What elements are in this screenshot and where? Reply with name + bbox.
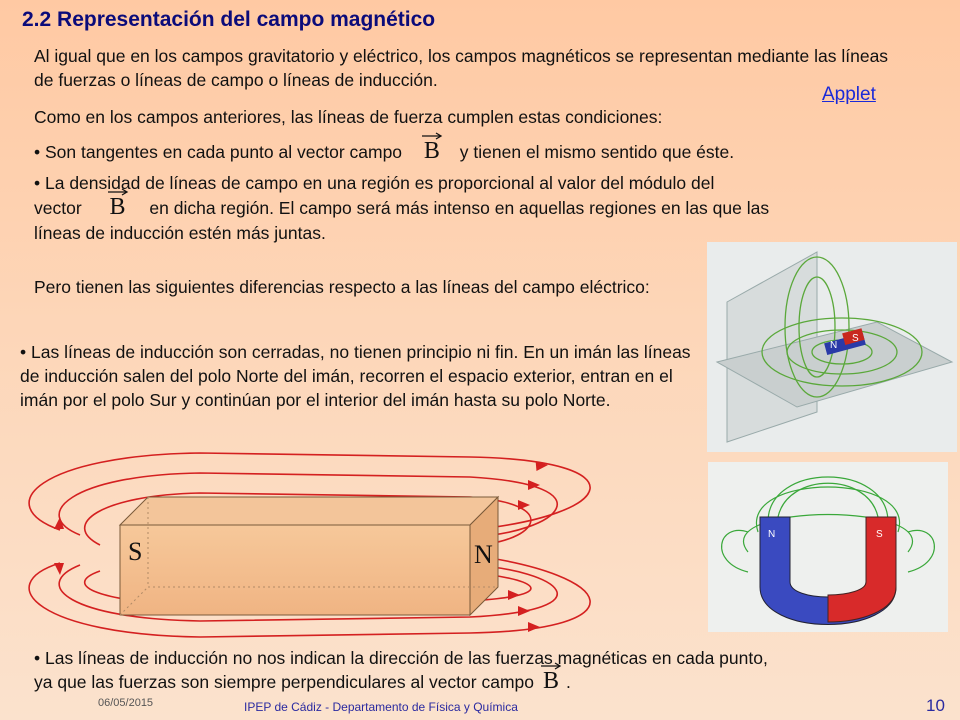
- bullet-density-line3: líneas de inducción estén más juntas.: [34, 223, 326, 243]
- vector-arrow-icon: [421, 131, 443, 141]
- intro-paragraph: Al igual que en los campos gravitatorio y eléctrico, los campos magnéticos se representan mediante las líneas de fuerzas o líneas de campo o líneas de inducción.: [34, 46, 889, 90]
- photo1-pole-s: S: [852, 333, 859, 344]
- bullet-force-end: .: [565, 672, 571, 692]
- magnet-field-planes-image: [707, 242, 957, 452]
- vector-b-symbol: B: [538, 671, 564, 691]
- footer-institution: IPEP de Cádiz - Departamento de Física y Química: [244, 700, 518, 714]
- bar-magnet: [120, 497, 498, 615]
- conditions-intro: Como en los campos anteriores, las líneas de fuerza cumplen estas condiciones:: [34, 107, 663, 127]
- bar-magnet-diagram: [0, 445, 700, 645]
- photo2-pole-s: S: [876, 529, 883, 540]
- bullet-closed-lines: • Las líneas de inducción son cerradas, no tienen principio ni fin. En un imán las líneas de inducción salen del polo Norte del imán, recorren el espacio exterior, entran en el imán por el polo Sur y continúan por el interior del imán hasta su polo Norte.: [20, 342, 691, 410]
- pole-south-label: S: [128, 537, 143, 566]
- bullet-tangent-text-a: • Son tangentes en cada punto al vector campo: [34, 142, 403, 162]
- bullet-density-vector-word: vector: [34, 198, 82, 218]
- page-number: 10: [926, 696, 945, 715]
- differences-intro: Pero tienen las siguientes diferencias respecto a las líneas del campo eléctrico:: [34, 277, 650, 297]
- photo1-pole-n: N: [830, 340, 838, 351]
- bullet-force-line2-text: ya que las fuerzas son siempre perpendiculares al vector campo: [34, 672, 534, 692]
- horseshoe-magnet-image: [708, 462, 948, 632]
- bullet-density-line2: [34, 196, 769, 220]
- pole-north-label: N: [474, 540, 493, 569]
- slide-title: 2.2 Representación del campo magnético: [22, 8, 436, 31]
- bullet-density-line2-rest: en dicha región. El campo será más intenso en aquellas regiones en las que las: [149, 198, 770, 218]
- photo2-pole-n: N: [768, 529, 776, 540]
- vector-b-symbol: B: [419, 141, 445, 161]
- applet-link[interactable]: Applet: [822, 84, 876, 105]
- vector-arrow-icon: [107, 187, 129, 197]
- footer-date: 06/05/2015: [98, 697, 154, 709]
- vector-b-symbol: B: [105, 197, 131, 217]
- bullet-tangent-text-b: y tienen el mismo sentido que éste.: [459, 142, 735, 162]
- bullet-force-line2: [34, 670, 571, 694]
- vector-arrow-icon: [540, 661, 562, 671]
- bullet-tangent: [34, 140, 734, 164]
- bullet-density-line1: • La densidad de líneas de campo en una región es proporcional al valor del módulo del: [34, 173, 715, 193]
- bullet-force-line1: • Las líneas de inducción no nos indican la dirección de las fuerzas magnéticas en cada punto,: [34, 648, 768, 668]
